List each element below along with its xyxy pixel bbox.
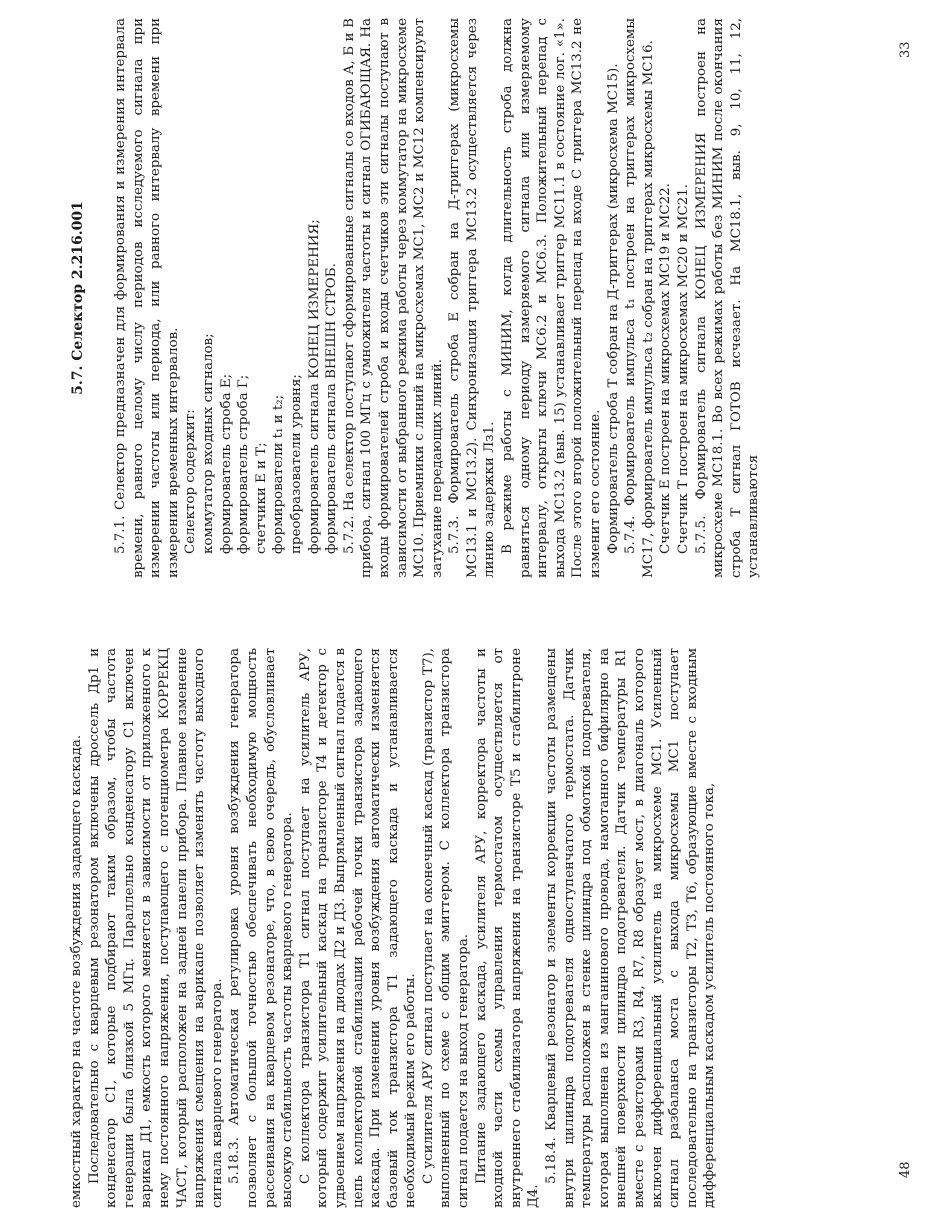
paragraph: Счетчик Т построен на микросхемах МС20 и МС21. bbox=[676, 183, 691, 554]
list-item: формирователь строба Г; bbox=[236, 374, 252, 554]
left-page-text bbox=[68, 648, 719, 1208]
paragraph: 5.7.1. Селектор предназначен для формирования и измерения интервала времени, равного целому числу периодов исследуемого сигнала при измерении частоты или периода, или равного интервалу времени при измерении временных интервалов. bbox=[113, 18, 181, 578]
paragraph: С усилителя АРУ сигнал поступает на оконечный каскад (транзистор Т7), выполненный по схеме с общим эмиттером. С коллектора транзистора сигнал подается на выход генератора. bbox=[420, 648, 472, 1208]
paragraph: Последовательно с кварцевым резонатором включены дроссель Др1 и конденсатор С1, которые подбирают таким образом, чтобы частота генерации была близкой 5 МГц. Параллельно конденсатору С1 включен варикап Д1, емкость которого меняется в зависимости от приложенного к нему постоянного напряжения, поступающего с потенциометра КОРРЕКЦ ЧАСТ, который расположен на задней панели прибора. Плавное изменение напряжения смещения на варикапе позволяет изменять частоту выходного сигнала кварцевого генератора. bbox=[86, 648, 225, 1208]
list-item: преобразователи уровня; bbox=[288, 374, 304, 554]
paragraph: В режиме работы с МИНИМ, когда длительность строба должна равняться одному периоду измеряемого сигнала или измеряемому интервалу, открыты ключи МС6.2 и МС6.3. Положительный перепад с выхода МС13.2 (выв. 15) устанавливает триггер МС11.1 в состояние лог. «1». После этого второй положительный перепад на входе С триггера МС13.2 не изменит его состояние. bbox=[500, 18, 604, 578]
list-item: формирователи t₁ и t₂; bbox=[271, 394, 287, 554]
list-item: формирователь строба Е; bbox=[218, 373, 234, 554]
section-heading: 5.7. Селектор 2.216.001 bbox=[70, 201, 86, 395]
paragraph: 5.7.3. Формирователь строба Е собран на Д-триггерах (микросхемы МС13.1 и МС13.2). Синхронизация триггера МС13.2 осуществляется через линию задержки Лз1. bbox=[447, 18, 498, 578]
paragraph: 5.7.2. На селектор поступают сформированные сигналы со входов А, Б и В прибора, сигнал 100 МГц с умножителя частоты и сигнал ОГИБАЮЩАЯ. На входы формирователей строба и входы счетчиков эти сигналы поступают в зависимости от выбранного режима работы через коммутатор на микросхеме МС10. Приемники с линий на микросхемах МС1, МС2 и МС12 компенсируют затухание передающих линий. bbox=[341, 18, 445, 578]
paragraph: 5.18.3. Автоматическая регулировка уровня возбуждения генератора позволяет с большой точностью обеспечивать необходимую мощность рассеивания на кварцевом резонаторе, что, в свою очередь, обусловливает высокую стабильность частоты кварцевого генератора. bbox=[227, 648, 296, 1208]
paragraph: Селектор содержит: bbox=[183, 409, 199, 554]
paragraph: 5.7.5. Формирователь сигнала КОНЕЦ ИЗМЕРЕНИЯ построен на микросхеме МС18.1. Во всех режимах работы без МИНИМ после окончания строба Т сигнал ГОТОВ исчезает. На МС18.1, выв. 9, 10, 11, 12, устанавливаются bbox=[693, 18, 762, 578]
list-item: счетчики Е и Т; bbox=[253, 442, 269, 554]
list-item: формирователь сигнала ВНЕШН СТРОБ. bbox=[324, 263, 340, 554]
page-number: 48 bbox=[898, 1161, 913, 1178]
list-item: коммутатор входных сигналов; bbox=[200, 333, 216, 554]
right-page-text bbox=[112, 18, 763, 578]
left-page bbox=[0, 648, 935, 1208]
page-number: 33 bbox=[898, 41, 913, 58]
paragraph: Счетчик Е построен на микросхемах МС19 и МС22. bbox=[658, 183, 674, 554]
paragraph: Формирователь строба Т собран на Д-триггерах (микросхема МС15). bbox=[605, 63, 621, 554]
list-item: формирователь сигнала КОНЕЦ ИЗМЕРЕНИЯ; bbox=[306, 219, 322, 554]
paragraph: С коллектора транзистора Т1 сигнал поступает на усилитель АРУ, который содержит усилительный каскад на транзисторе Т4 и детектор с удвоением напряжения на диодах Д2 и Д3. Выпрямленный сигнал подается в цепь коллекторной стабилизации рабочей точки транзистора задающего каскада. При изменении уровня возбуждения автоматически изменяется базовый ток транзистора Т1 задающего каскада и устанавливается необходимый режим его работы. bbox=[297, 648, 419, 1208]
right-page bbox=[0, 18, 935, 578]
paragraph: Питание задающего каскада, усилителя АРУ, корректора частоты и входной части схемы управления термостатом осуществляется от внутреннего стабилизатора напряжения на транзисторе Т5 и стабилитроне Д4. bbox=[473, 648, 542, 1208]
paragraph: 5.18.4. Кварцевый резонатор и элементы коррекции частоты размещены внутри цилиндра подогревателя одноступенчатого термостата. Датчик температуры расположен в стенке цилиндра под обмоткой подогревателя, которая выполнена из манганинового провода, намотанного бифилярно на внешней поверхности цилиндра подогревателя. Датчик температуры R1 вместе с резисторами R3, R4, R7, R8 образует мост, в диагональ которого включен дифференциальный усилитель на микросхеме МС1. Усиленный сигнал разбаланса моста с выхода микросхемы МС1 поступает последовательно на транзисторы Т2, Т3, Т6, образующие вместе с входным дифференциальным каскадом усилитель постоянного тока, bbox=[544, 648, 718, 1208]
paragraph: 5.7.4. Формирователь импульса t₁ построен на триггерах микросхемы МС17, формирователь импульса t₂ собран на триггерах микросхемы МС16. bbox=[623, 18, 656, 578]
paragraph: емкостный характер на частоте возбуждения задающего каскада. bbox=[69, 734, 84, 1208]
